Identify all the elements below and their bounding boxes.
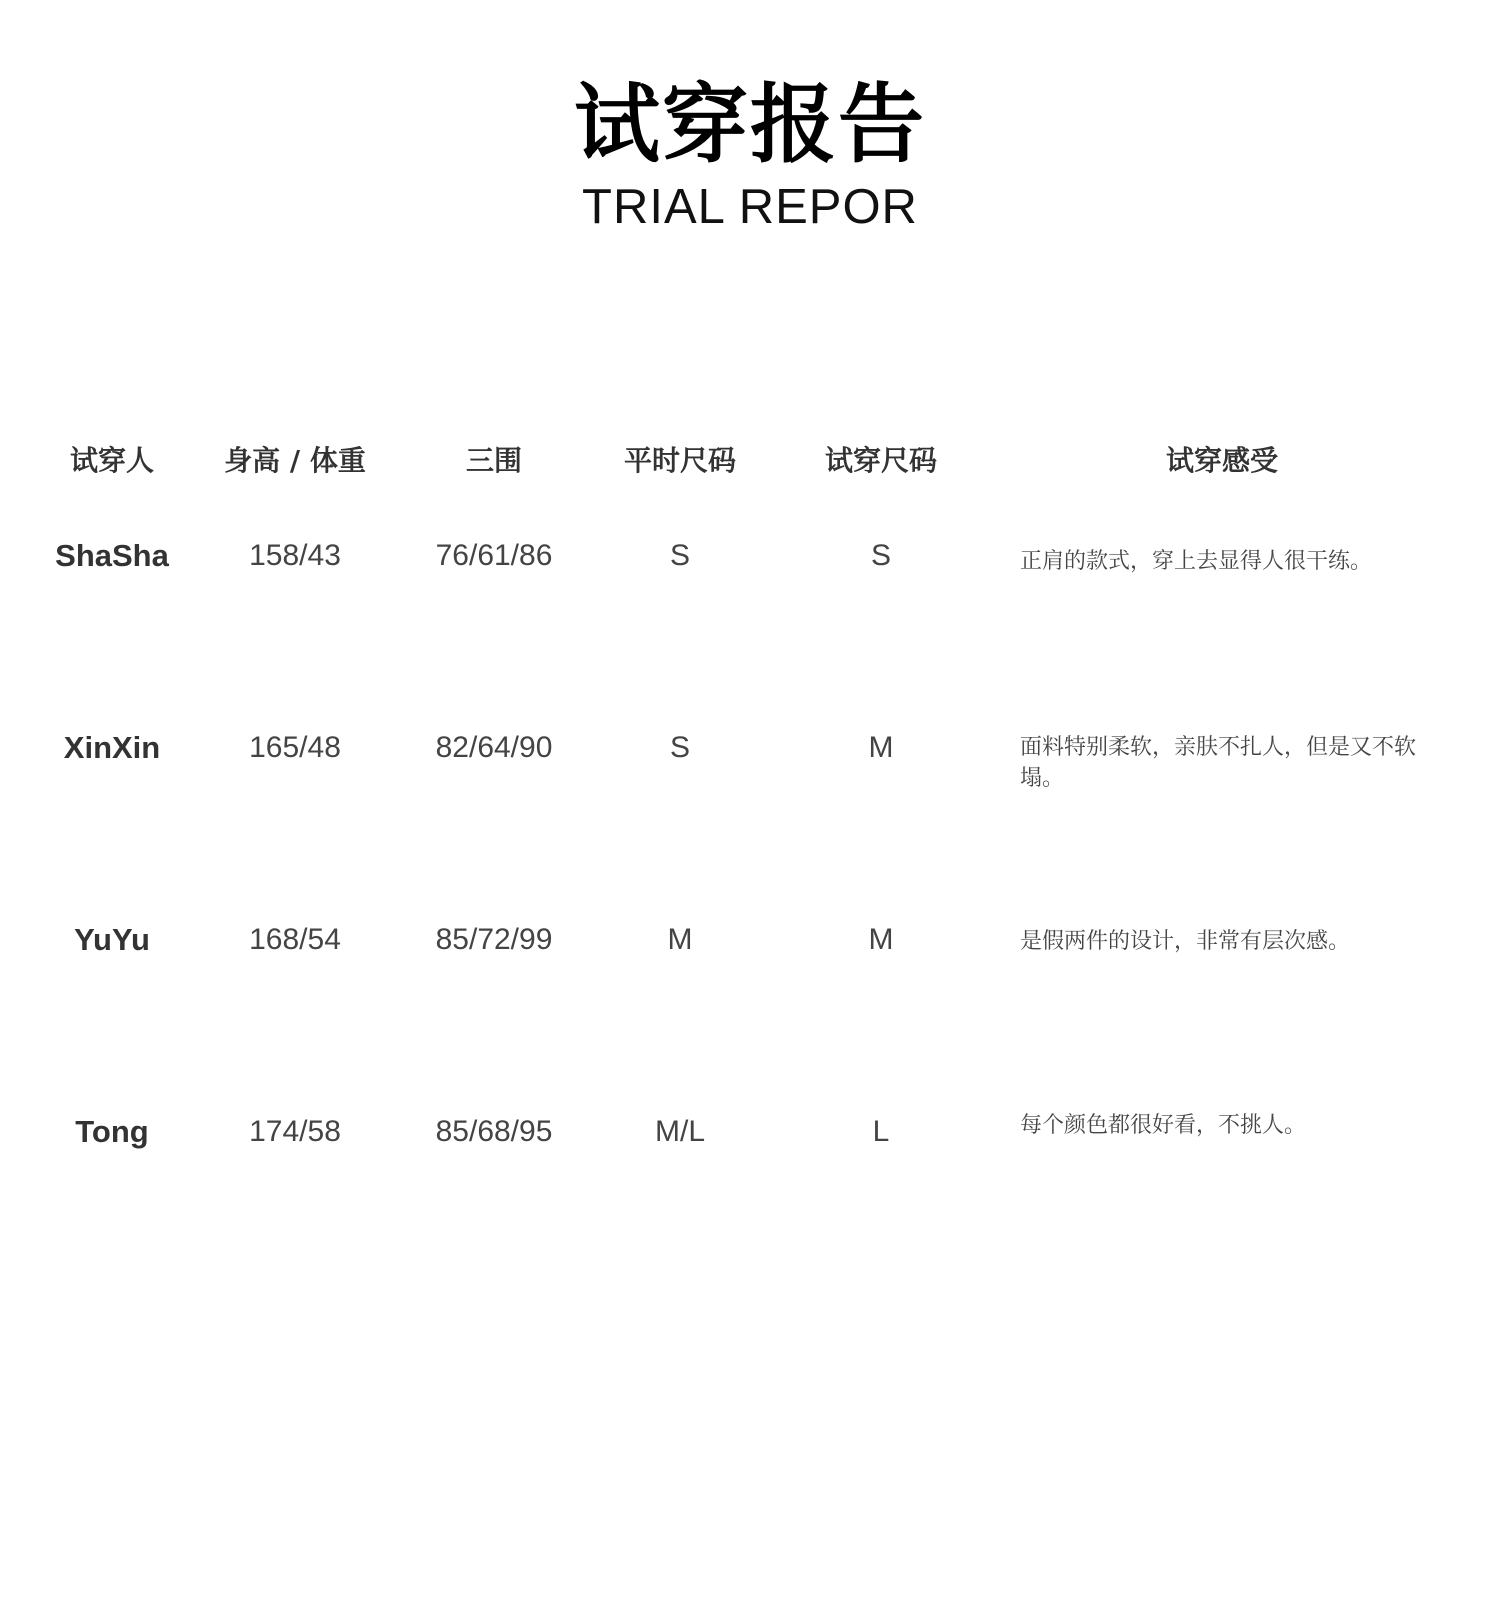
trial-feeling: 面料特别柔软，亲肤不扎人，但是又不软塌。: [1020, 735, 1417, 791]
usual-size: M/L: [654, 1115, 706, 1148]
header-usual-size: 平时尺码: [623, 444, 737, 477]
measurements: 85/72/99: [435, 923, 553, 956]
height-weight: 168/54: [249, 923, 341, 956]
trial-size: M: [868, 923, 894, 956]
trial-feeling: 正肩的款式，穿上去显得人很干练。: [1020, 549, 1373, 574]
usual-size: S: [669, 539, 691, 572]
tester-name: Tong: [75, 1114, 149, 1149]
height-weight: 174/58: [249, 1115, 341, 1148]
table-row: [0, 536, 1500, 576]
height-weight: 165/48: [249, 731, 341, 764]
trial-size: L: [872, 1115, 890, 1148]
trial-feeling: 每个颜色都很好看，不挑人。: [1020, 1113, 1307, 1138]
tester-name: YuYu: [74, 922, 150, 957]
table-row: [0, 920, 1500, 960]
measurements: 85/68/95: [435, 1115, 553, 1148]
header-trial-size: 试穿尺码: [824, 444, 938, 477]
measurements: 82/64/90: [435, 731, 553, 764]
tester-name: ShaSha: [55, 538, 169, 573]
page-subtitle: TRIAL REPOR: [582, 180, 918, 234]
table-row: [0, 1112, 1500, 1152]
trial-feeling: 是假两件的设计，非常有层次感。: [1020, 929, 1351, 954]
page-title: 试穿报告: [574, 75, 926, 175]
trial-size: S: [870, 539, 892, 572]
trial-size: M: [868, 731, 894, 764]
usual-size: S: [669, 731, 691, 764]
table-row: [0, 728, 1500, 791]
table-header: [0, 441, 1500, 481]
header-height-weight: 身高 / 体重: [224, 444, 366, 477]
header-feeling: 试穿感受: [1165, 444, 1279, 477]
measurements: 76/61/86: [435, 539, 553, 572]
header-tester: 试穿人: [69, 444, 155, 477]
height-weight: 158/43: [249, 539, 341, 572]
usual-size: M: [667, 923, 693, 956]
tester-name: XinXin: [63, 730, 161, 765]
header-measurements: 三围: [465, 444, 523, 477]
